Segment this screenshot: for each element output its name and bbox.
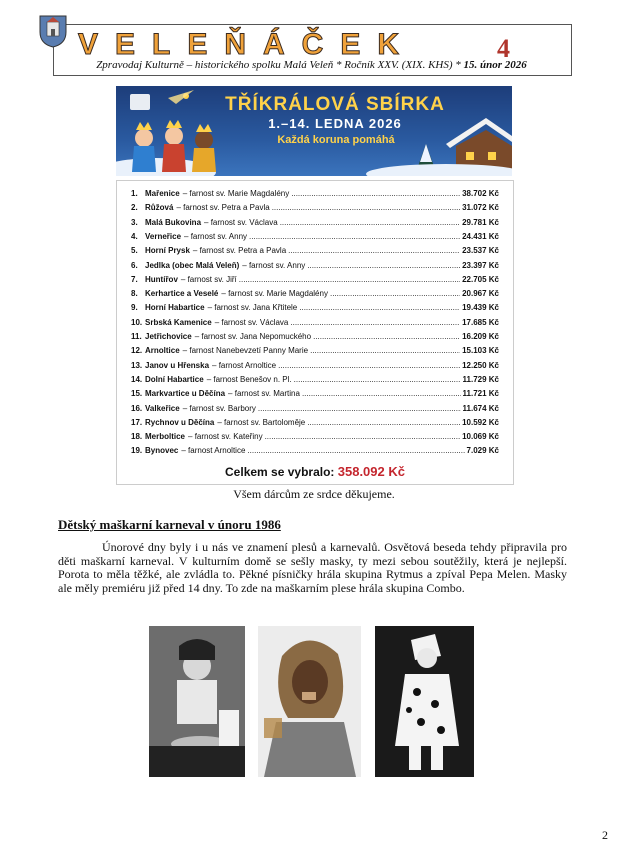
row-leader-dots [278, 361, 460, 370]
row-number: 10. [131, 317, 143, 327]
row-amount: 10.592 Kč [462, 417, 499, 427]
row-leader-dots [302, 389, 461, 398]
row-number: 5. [131, 246, 138, 256]
row-parish: – farnost sv. Václava [204, 217, 278, 227]
banner-dates: 1.–14. LEDNA 2026 [268, 116, 402, 131]
result-row [131, 261, 499, 275]
row-leader-dots [280, 218, 460, 227]
row-amount: 22.705 Kč [462, 274, 499, 284]
row-amount: 7.029 Kč [466, 446, 499, 456]
row-leader-dots [310, 346, 460, 355]
row-amount: 11.721 Kč [462, 389, 499, 399]
result-row [131, 418, 499, 432]
row-amount: 24.431 Kč [462, 231, 499, 241]
row-amount: 16.209 Kč [462, 332, 499, 341]
row-number: 18. [131, 432, 143, 442]
row-place: Horní Prysk [145, 246, 190, 256]
row-place: Srbská Kamenice [145, 317, 212, 327]
row-parish: – farnost sv. Anny [242, 260, 306, 270]
result-row [131, 289, 499, 303]
result-row [131, 404, 499, 418]
row-leader-dots [294, 375, 461, 384]
row-number: 8. [131, 289, 138, 299]
row-amount: 11.674 Kč [462, 403, 499, 413]
row-place: Bynovec [145, 446, 179, 456]
result-row [131, 361, 499, 375]
row-amount: 38.702 Kč [462, 189, 499, 198]
row-number: 2. [131, 203, 138, 213]
row-amount: 10.069 Kč [462, 432, 499, 442]
row-parish: – farnost Arnoltice [212, 360, 277, 370]
row-amount: 11.729 Kč [462, 374, 499, 384]
row-leader-dots [272, 203, 460, 212]
row-parish: – farnost Nanebevzetí Panny Marie [182, 346, 309, 356]
row-place: Jetřichovice [145, 332, 192, 341]
row-place: Kerhartice a Veselé [145, 289, 219, 299]
result-row [131, 232, 499, 246]
total-label: Celkem se vybralo: [225, 465, 335, 479]
thanks-caption: Všem dárcům ze srdce děkujeme. [233, 487, 395, 501]
article-heading: Dětský maškarní karneval v únoru 1986 [58, 517, 281, 532]
result-row [131, 318, 499, 332]
row-place: Merboltice [145, 432, 186, 442]
row-leader-dots [258, 404, 461, 413]
row-amount: 15.103 Kč [462, 346, 499, 356]
row-place: Jedlka (obec Malá Veleň) [145, 260, 240, 270]
row-parish: – farnost Arnoltice [181, 446, 246, 456]
row-parish: – farnost sv. Jana Křtitele [207, 303, 298, 313]
result-row [131, 346, 499, 360]
row-parish: – farnost sv. Jana Nepomuckého [194, 332, 312, 341]
row-number: 15. [131, 389, 143, 399]
row-leader-dots [330, 289, 460, 298]
row-leader-dots [307, 261, 460, 270]
row-place: Růžová [145, 203, 174, 213]
row-number: 13. [131, 360, 143, 370]
row-parish: – farnost sv. Petra a Pavla [176, 203, 270, 213]
row-place: Arnoltice [145, 346, 180, 356]
row-amount: 17.685 Kč [462, 317, 499, 327]
row-place: Markvartice u Děčína [145, 389, 226, 399]
row-leader-dots [249, 232, 460, 241]
banner-title: TŘÍKRÁLOVÁ SBÍRKA [225, 94, 445, 115]
row-number: 4. [131, 231, 138, 241]
total-line [117, 464, 513, 479]
newsletter-title: VELEŇÁČEK [78, 28, 417, 61]
row-place: Rychnov u Děčína [145, 417, 215, 427]
carnival-photo-pierrot [375, 626, 474, 777]
result-row [131, 389, 499, 403]
subtitle-date: 15. únor 2026 [463, 59, 527, 71]
banner-slogan: Každá koruna pomáhá [277, 134, 395, 146]
row-leader-dots [265, 432, 461, 441]
carnival-photo-mask [258, 626, 361, 777]
row-leader-dots [290, 318, 460, 327]
row-place: Mařenice [145, 189, 180, 198]
row-amount: 12.250 Kč [462, 360, 499, 370]
result-row [131, 375, 499, 389]
row-leader-dots [299, 303, 460, 312]
page-number: 2 [602, 828, 608, 842]
total-amount: 358.092 Kč [337, 464, 405, 479]
collection-results-table [116, 180, 514, 485]
row-number: 14. [131, 374, 143, 384]
row-number: 19. [131, 446, 143, 456]
row-amount: 23.397 Kč [462, 260, 499, 270]
row-parish: – farnost sv. Anny [184, 231, 248, 241]
result-row [131, 218, 499, 232]
row-place: Janov u Hřenska [145, 360, 210, 370]
row-parish: – farnost sv. Barbory [182, 403, 256, 413]
row-leader-dots [247, 446, 464, 455]
row-place: Horní Habartice [145, 303, 205, 313]
row-leader-dots [288, 246, 460, 255]
row-place: Huntířov [145, 274, 178, 284]
row-leader-dots [313, 332, 460, 341]
row-parish: – farnost sv. Marie Magdalény [182, 189, 290, 198]
row-number: 1. [131, 189, 138, 198]
row-place: Dolní Habartice [145, 374, 204, 384]
row-leader-dots [291, 189, 460, 198]
row-parish: – farnost sv. Kateřiny [188, 432, 263, 442]
issue-number: 4 [497, 34, 510, 63]
row-parish: – farnost Benešov n. Pl. [206, 374, 292, 384]
row-number: 7. [131, 274, 138, 284]
row-leader-dots [239, 275, 460, 284]
row-place: Valkeřice [145, 403, 180, 413]
row-number: 11. [131, 332, 142, 341]
result-row [131, 446, 499, 460]
row-number: 9. [131, 303, 138, 313]
subtitle-text: Zpravodaj Kulturně – historického spolku Malá Veleň * Ročník XXV. (XIX. KHS) * [96, 59, 464, 71]
row-number: 6. [131, 260, 138, 270]
result-row [131, 275, 499, 289]
result-row [131, 203, 499, 217]
row-number: 17. [131, 417, 143, 427]
result-row [131, 189, 499, 203]
result-row [131, 432, 499, 446]
article-body: Únorové dny byly i u nás ve znamení plesů a karnevalů. Osvětová beseda tehdy připravila pro děti maškarní karneval. V kulturním domě se sešly masky, ty mezi sebou soutěžily, která je nejlepší. Porota to měla těžké, ale zvládla to. Pěkné písničky hrála skupina Rytmus a zpíval Pepa Melen. Masky ale měly premiéru již před 14 dny. To zde na maškarním plese hrála skupina Combo. [58, 540, 567, 595]
row-parish: – farnost sv. Bartoloměje [217, 417, 306, 427]
row-place: Malá Bukovina [145, 217, 202, 227]
row-number: 3. [131, 217, 138, 227]
row-parish: – farnost sv. Václava [214, 317, 289, 327]
carnival-photo-drummer [149, 626, 245, 777]
row-leader-dots [307, 418, 460, 427]
row-number: 16. [131, 403, 143, 413]
row-amount: 19.439 Kč [462, 303, 499, 313]
row-amount: 20.967 Kč [462, 289, 499, 299]
row-place: Verneřice [145, 231, 182, 241]
result-row [131, 332, 499, 346]
row-amount: 23.537 Kč [462, 246, 499, 256]
coat-of-arms-icon [38, 12, 68, 48]
row-parish: – farnost sv. Jiří [180, 274, 237, 284]
row-amount: 29.781 Kč [462, 217, 499, 227]
result-row [131, 303, 499, 317]
newsletter-subtitle [53, 59, 570, 71]
trikralova-banner [116, 86, 512, 176]
row-parish: – farnost sv. Martina [228, 389, 300, 399]
result-row [131, 246, 499, 260]
row-parish: – farnost sv. Petra a Pavla [192, 246, 287, 256]
row-parish: – farnost sv. Marie Magdalény [221, 289, 328, 299]
row-amount: 31.072 Kč [462, 203, 499, 213]
row-number: 12. [131, 346, 143, 356]
